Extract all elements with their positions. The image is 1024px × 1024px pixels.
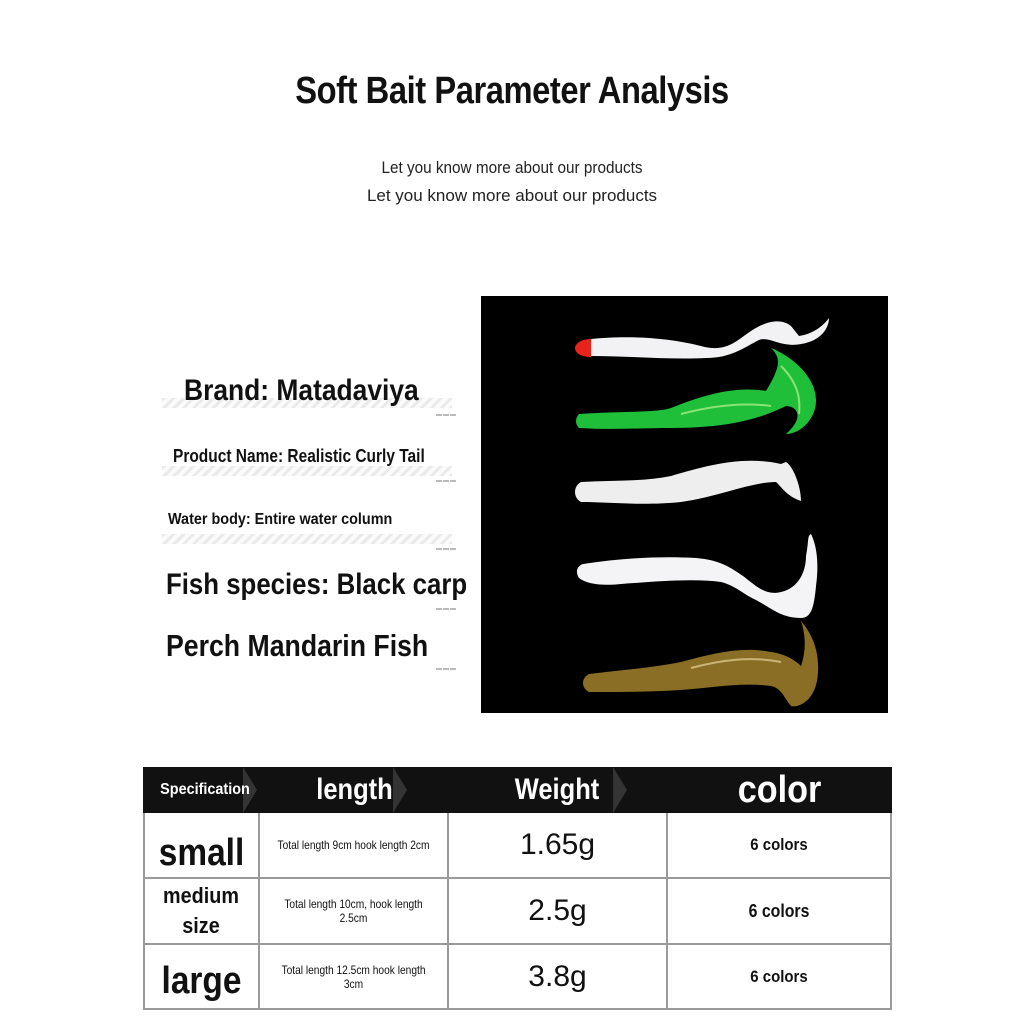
page-title: Soft Bait Parameter Analysis: [295, 70, 729, 112]
color-cell: 6 colors: [750, 966, 808, 986]
divider: [436, 668, 456, 670]
spec-water-row: [162, 508, 462, 550]
lure-white-red-head: [575, 318, 829, 359]
length-cell: Total length 9cm hook length 2cm: [277, 838, 430, 852]
size-cell: medium size: [163, 883, 239, 938]
divider: [162, 534, 452, 544]
spec-fish-row: [162, 568, 468, 610]
color-cell: 6 colors: [748, 901, 810, 921]
lure-gold-glitter: [583, 621, 818, 706]
spec-brand: Brand: Matadaviya: [184, 374, 419, 407]
header-length: length: [316, 773, 393, 806]
spec-fish-species-2: Perch Mandarin Fish: [166, 628, 429, 663]
divider: [436, 608, 456, 610]
lures-illustration: [481, 296, 888, 713]
product-image: [481, 296, 888, 713]
weight-cell: 1.65g: [519, 828, 596, 861]
subtitle-secondary: Let you know more about our products: [366, 186, 658, 205]
spec-table: [143, 767, 892, 1008]
length-cell: Total length 12.5cm hook length 3cm: [281, 962, 426, 991]
color-cell: 6 colors: [750, 835, 808, 854]
header-specification: Specification: [160, 781, 250, 798]
spec-brand-row: [162, 372, 462, 416]
size-cell: small: [158, 831, 245, 874]
header-color: color: [737, 768, 822, 811]
divider: [436, 414, 456, 416]
weight-cell: 2.5g: [528, 894, 587, 927]
divider: [436, 548, 456, 550]
weight-cell: 3.8g: [528, 959, 587, 993]
divider: [436, 480, 456, 482]
divider: [162, 466, 452, 476]
spec-product-name: Product Name: Realistic Curly Tail: [173, 446, 425, 466]
spec-water-body: Water body: Entire water column: [168, 511, 393, 528]
lure-green: [576, 348, 816, 434]
table-header: [143, 767, 892, 813]
subtitle-primary: Let you know more about our products: [381, 158, 643, 177]
table-row: [143, 813, 892, 879]
spec-fish2-row: [162, 628, 462, 670]
spec-product-row: [162, 444, 462, 482]
lure-white-curly: [577, 534, 817, 618]
size-cell: large: [161, 960, 242, 1002]
length-cell: Total length 10cm, hook length 2.5cm: [284, 897, 423, 925]
lure-clear-white: [575, 461, 801, 504]
spec-fish-species: Fish species: Black carp: [166, 568, 468, 601]
header-weight: Weight: [514, 773, 600, 806]
table-row: [143, 879, 892, 945]
table-row: [143, 945, 892, 1010]
